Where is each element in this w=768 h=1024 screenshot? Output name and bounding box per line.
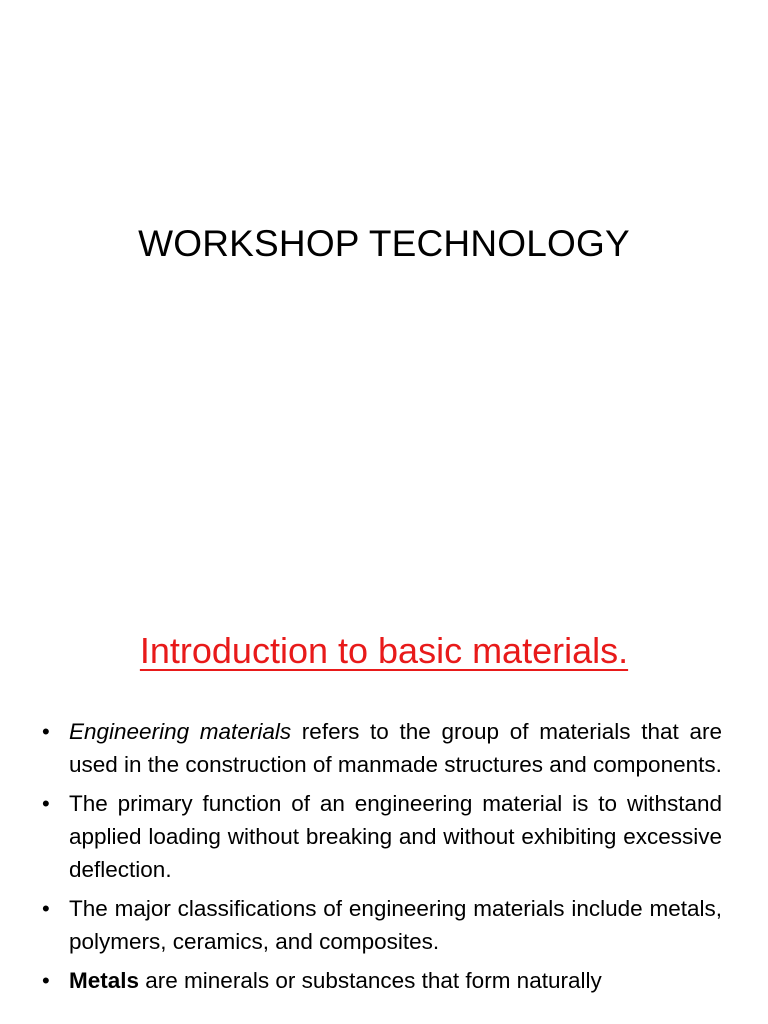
slide-title: WORKSHOP TECHNOLOGY	[138, 223, 630, 264]
term-metals: Metals	[69, 968, 140, 993]
bullet-item-primary-function	[40, 787, 722, 886]
bullet-dot-icon: •	[42, 896, 50, 921]
bullet-item-metals	[40, 964, 722, 997]
bullet-dot-icon: •	[42, 719, 50, 744]
bullet-dot-icon: •	[42, 791, 50, 816]
bullet-item-engineering-materials	[40, 715, 722, 781]
bullet-text: The primary function of an engineering material is to withstand applied loading without breaking and without exhibiting excessive deflection.	[69, 791, 722, 882]
bullet-dot-icon: •	[42, 968, 50, 993]
bullet-text: are minerals or substances that form naturally	[139, 968, 602, 993]
section-heading: Introduction to basic materials.	[139, 630, 629, 671]
term-engineering-materials: Engineering materials	[69, 719, 292, 744]
bullet-text: refers to the group of materials that are used in the construction of manmade structures and components.	[69, 719, 723, 777]
bullet-text: The major classifications of engineering materials include metals, polymers, ceramics, and composites.	[69, 896, 722, 954]
bullet-list	[40, 715, 722, 1003]
bullet-item-classifications	[40, 892, 722, 958]
